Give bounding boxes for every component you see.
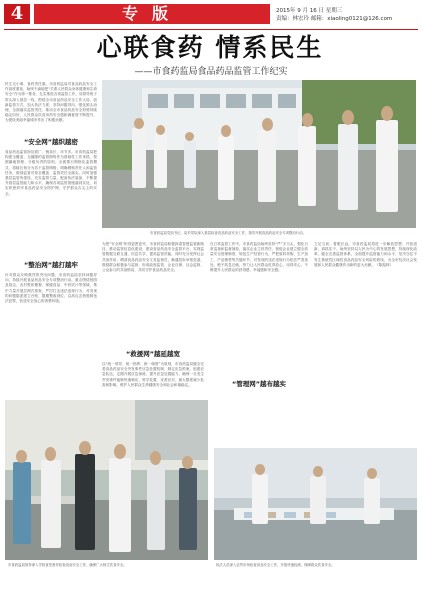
top-photo-caption: 市食药监局党组书记、局长带队深入基层检查食品药品安全工作，指导开展食品药品安全专项整治行动。	[150, 231, 306, 235]
person-head	[185, 132, 194, 141]
person-figure	[13, 462, 31, 544]
bottom-left-photo-scene	[5, 400, 208, 560]
person-head	[156, 125, 165, 135]
person-figure	[154, 134, 167, 188]
left-column-text-1: 民生无小事，食药责任重。市食药监局对食品药品安全工作高度重视，始终不渝地把“关系人民群众身体健康和生命安全”作为第一要务，扎实推进各项监管工作。局领导班子带头深入基层一线，围绕全市食品药品安全工作大局，创新监管方式，加大执法力度，坚持问题导向，强化源头治理，全面落实监管责任，推动全市食品药品安全形势持续稳定向好，人民群众饮食用药安全感和满意度不断提升，为建设美丽幸福城市作出了积极贡献。	[5, 82, 97, 123]
section-title: 专版	[121, 4, 182, 23]
person-figure	[218, 136, 234, 200]
person-figure	[132, 128, 146, 188]
person-head	[302, 113, 313, 127]
person-figure	[41, 460, 61, 548]
person-figure	[252, 474, 268, 524]
left-column-text-3: 针对群众反映强烈的突出问题，市食药监局坚持问题导向，持续开展食品药品安全专项整治行动。重点围绕校园及周边、农村集体聚餐、保健食品、中药饮片等领域，集中力量开展拉网式排查，严厉打击违法违规行为，对发现的问题隐患建立台账，限期整改到位，以高压态势遏制违法犯罪，营造安全放心的消费环境。	[5, 273, 97, 304]
headline: 心联食药 情系民生	[96, 33, 324, 62]
person-head	[381, 106, 393, 121]
person-figure	[364, 478, 380, 524]
person-head	[313, 466, 323, 477]
right-middle-column-text: 在日常监管工作中，市食药监局始终坚持“严”字当头，强化日常巡查和监督抽检，落实企业主体责任，督促企业建立健全质量安全管理制度，规范生产经营行为，严把原料采购、生产加工、产品销售等关键环节，对发现的违法违规行为依法严肃查处，绝不姑息迁就，努力让人民群众吃得放心、用得安心，不断提升人民群众的获得感、幸福感和安全感。	[210, 242, 308, 273]
person-figure	[75, 454, 95, 550]
person-figure	[298, 126, 316, 206]
bottom-left-photo	[5, 400, 208, 560]
top-photo	[102, 80, 416, 228]
person-head	[182, 456, 193, 469]
person-figure	[258, 130, 276, 202]
person-head	[367, 468, 377, 479]
person-head	[221, 125, 231, 137]
person-figure	[338, 124, 358, 210]
person-head	[255, 464, 265, 475]
section-subtitle-rectification-net: “整治网”越打越牢	[23, 261, 79, 269]
section-subtitle-safety-net: “安全网”越织越密	[23, 138, 79, 146]
bottom-left-caption: 市食药监局领导深入学校食堂督导检查食品安全工作，确保广大师生饮食安全。	[8, 563, 127, 567]
page-number: 4	[4, 4, 30, 24]
person-figure	[310, 476, 326, 524]
editor-line: 责编：林宏玲 邮箱：xiaoling0121@126.com	[276, 16, 393, 22]
person-figure	[147, 464, 165, 550]
person-head	[134, 118, 144, 129]
date-line: 2015年 9 月 16 日 星期三	[276, 8, 343, 14]
person-head	[262, 118, 273, 131]
subheadline: ——市食药监局食品药品监管工作纪实	[134, 67, 288, 77]
middle-column-text-1: 为把“安全网”织得更密更牢，市食药监局积极探索智慧监管新路径，推动监管信息化建设，建设食品药品安全监管平台，实现监管数据互联互通、信息共享，提高监管效能。同时充分发挥社会共治作用，聘请食品药品安全义务监督员，畅通投诉举报渠道，鼓励群众积极参与监督，形成政府监管、企业自律、社会监督、公众参与的共治格局，共同守护食品药品安全。	[102, 242, 204, 273]
section-subtitle-rescue-net: “救援网”越延越宽	[125, 350, 181, 358]
bottom-right-caption: 执法人员深入农贸市场检查食品安全工作，开展快速检测，保障群众饮食安全。	[216, 563, 335, 567]
person-figure	[109, 458, 131, 552]
left-column-text-2: 食品药品监管涉及面广、链条长、环节多。市食药监局把构建全覆盖、无缝隙的监管网络作为基础性工作来抓，按照属地管理、分级负责的原则，全面推行网格化监管模式，将辖区划分为若干监管网格，明确网格责任人和监管任务，做到监管对象全覆盖、监管责任全落实。同时加强基层监管所建设，充实监管力量，配备执法装备，不断提升基层监管能力和水平，确保各项监管措施落到实处，切实织密织牢食品药品安全防护网，守护群众舌尖上的安全。	[5, 150, 97, 196]
person-head	[16, 450, 27, 463]
section-subtitle-management-net: “管理网”越布越实	[231, 380, 287, 388]
person-head	[150, 451, 161, 465]
right-column-text: 立足当前、着眼长远，市食药监局将进一步解放思想、开拓创新、真抓实干，始终坚持以人民为中心的发展思想，持续深化改革，健全完善监管体系，全面提升监管能力和水平，坚决守住不发生系统性区域性食品药品安全风险的底线，为全市经济社会发展和人民群众健康作出新的更大贡献。（陈振林）	[314, 242, 417, 267]
person-figure	[184, 140, 196, 188]
header-rule	[4, 29, 418, 30]
person-head	[114, 444, 126, 459]
bottom-right-photo	[214, 448, 417, 560]
person-head	[79, 441, 91, 455]
person-head	[342, 110, 354, 125]
person-head	[45, 447, 56, 461]
person-figure	[376, 120, 398, 212]
middle-column-text-2: 以“统一领导、统一指挥、统一调度”为原则，市食药监局健全完善食品药品安全突发事件应急处置机制，制定应急预案，组建应急队伍，定期开展应急演练，提升应急处置能力，确保一旦发生突发事件能够快速响应、科学处置、妥善应对，最大限度减少危害和影响，维护人民群众生命健康安全和社会和谐稳定。	[102, 362, 204, 387]
person-figure	[179, 468, 197, 550]
